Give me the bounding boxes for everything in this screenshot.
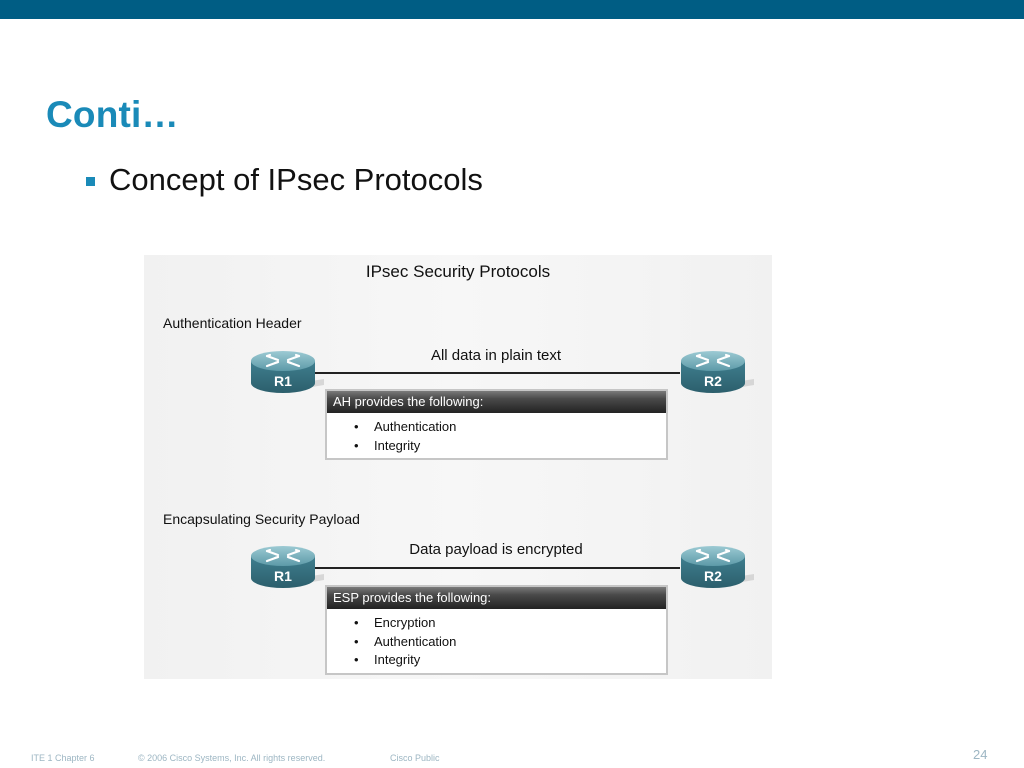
ah-features-heading: AH provides the following: [327, 391, 666, 413]
square-bullet-icon [86, 177, 95, 186]
router-label: R2 [704, 373, 722, 389]
esp-features-box [325, 585, 668, 675]
diagram-title: IPsec Security Protocols [365, 262, 551, 281]
list-item: • Authentication [327, 633, 666, 652]
esp-router-r1 [250, 544, 324, 596]
footer-classification: Cisco Public [390, 753, 440, 763]
ah-features-list [327, 413, 666, 458]
top-header-bar [0, 0, 1024, 19]
ah-section-label: Authentication Header [163, 315, 302, 331]
ah-link-line [312, 372, 680, 374]
esp-features-list [327, 609, 666, 673]
ah-features-box [325, 389, 668, 460]
esp-router-r2 [680, 544, 754, 596]
page-number: 24 [973, 747, 988, 762]
esp-features-heading: ESP provides the following: [327, 587, 666, 609]
list-item: • Integrity [327, 437, 666, 456]
bullet-item [86, 162, 483, 198]
router-label: R1 [274, 568, 292, 584]
list-item: • Encryption [327, 614, 666, 633]
list-item: • Authentication [327, 418, 666, 437]
footer-chapter: ITE 1 Chapter 6 [31, 753, 95, 763]
ipsec-protocols-diagram [144, 255, 772, 679]
ah-router-r2 [680, 349, 754, 401]
slide-title: Conti… [46, 94, 179, 135]
esp-section-label: Encapsulating Security Payload [163, 511, 360, 527]
ah-router-r1 [250, 349, 324, 401]
footer-copyright: © 2006 Cisco Systems, Inc. All rights reserved. [138, 753, 326, 763]
router-label: R1 [274, 373, 292, 389]
esp-link-line [312, 567, 680, 569]
esp-link-label: Data payload is encrypted [409, 541, 583, 558]
ah-link-label: All data in plain text [430, 347, 562, 364]
router-label: R2 [704, 568, 722, 584]
bullet-text: Concept of IPsec Protocols [109, 162, 483, 197]
list-item: • Integrity [327, 651, 666, 670]
